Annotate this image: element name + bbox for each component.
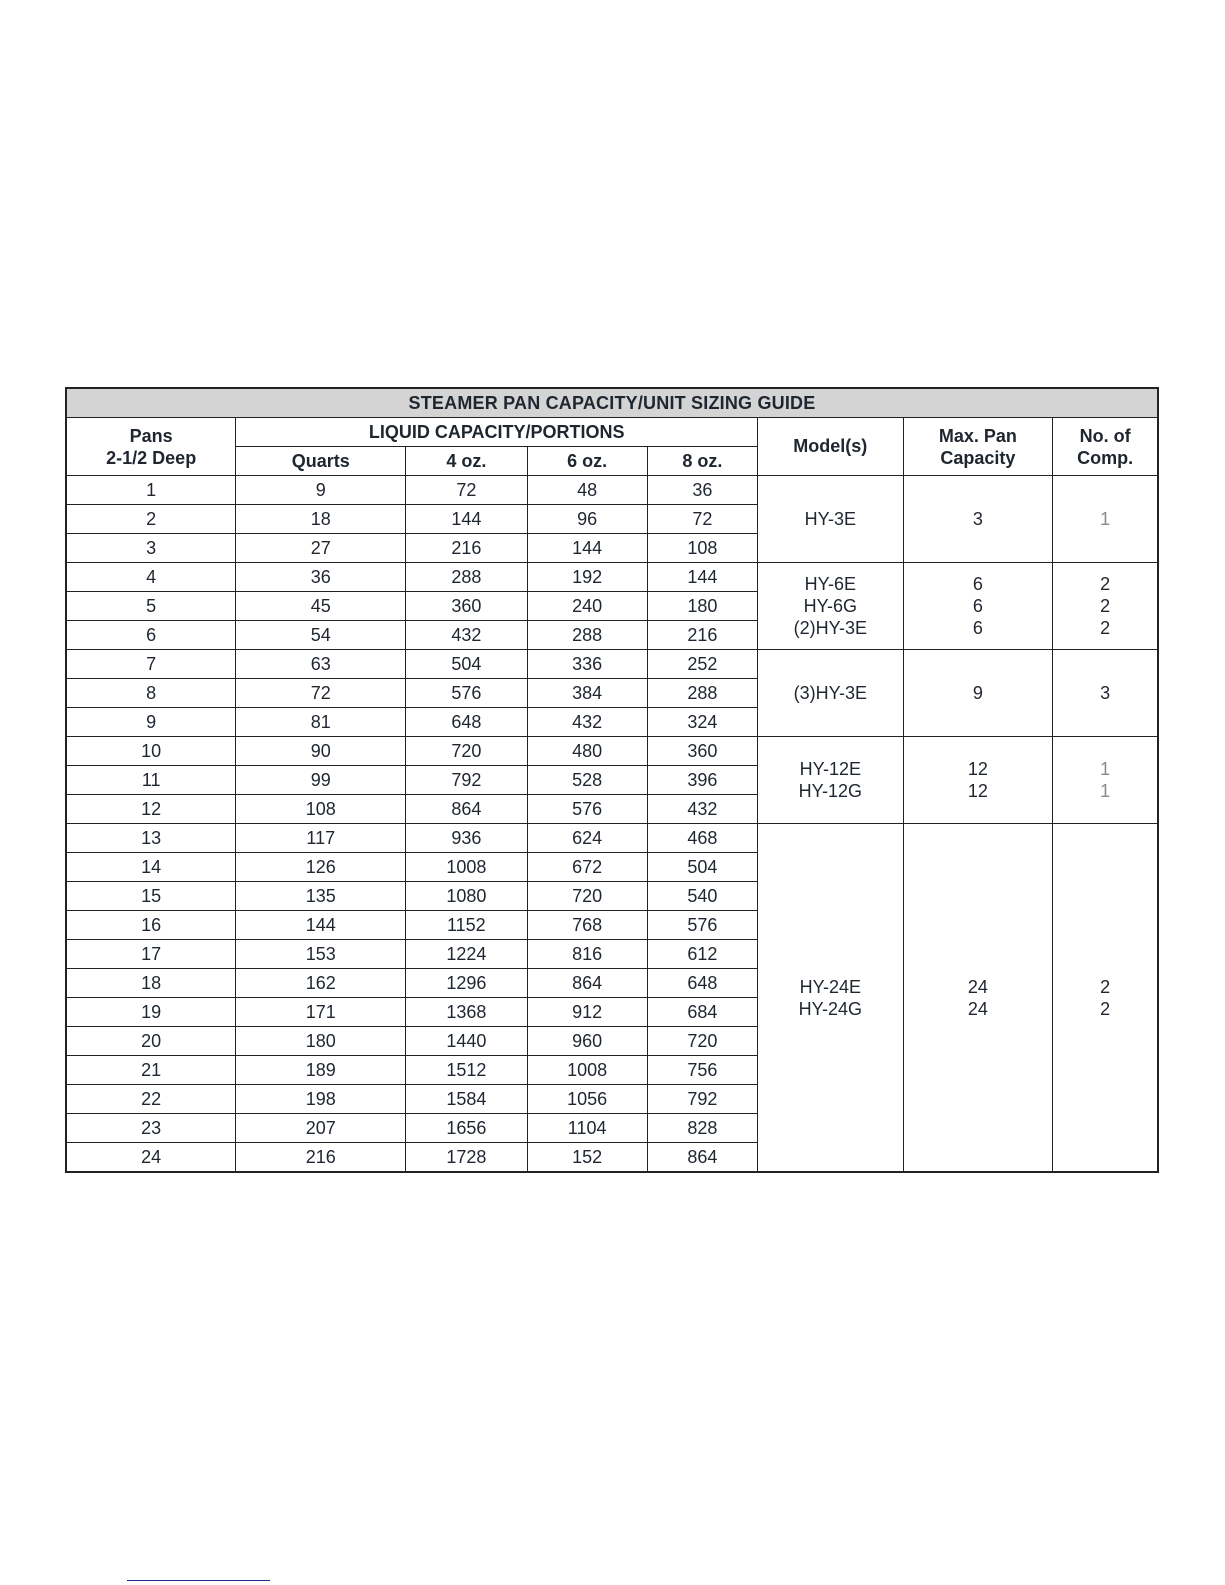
oz4-cell: 1224 (406, 940, 527, 969)
max-pan-cell-line: 6 (972, 618, 983, 638)
pans-cell: 5 (66, 592, 236, 621)
oz4-cell: 1008 (406, 853, 527, 882)
oz8-header: 8 oz. (647, 447, 757, 476)
quarts-cell: 180 (236, 1027, 406, 1056)
table-body (66, 476, 1158, 1173)
oz8-cell: 828 (647, 1114, 757, 1143)
comp-cell-line: 2 (1100, 976, 1111, 997)
models-cell-line: HY-12G (798, 781, 862, 801)
max-pan-cell-line: 9 (972, 683, 983, 703)
models-cell (758, 824, 904, 1173)
comp-cell (1053, 650, 1158, 737)
oz4-cell: 1152 (406, 911, 527, 940)
sizing-guide-table (65, 387, 1159, 1173)
comp-cell-line: 2 (1100, 596, 1111, 616)
oz8-cell: 72 (647, 505, 757, 534)
oz8-cell: 720 (647, 1027, 757, 1056)
oz6-cell: 1056 (527, 1085, 647, 1114)
models-cell-line: HY-6G (803, 596, 857, 616)
oz4-cell: 1512 (406, 1056, 527, 1085)
quarts-cell: 144 (236, 911, 406, 940)
oz6-cell: 480 (527, 737, 647, 766)
quarts-cell: 90 (236, 737, 406, 766)
comp-cell-line: 2 (1100, 998, 1111, 1019)
oz4-cell: 576 (406, 679, 527, 708)
quarts-cell: 207 (236, 1114, 406, 1143)
oz6-cell: 576 (527, 795, 647, 824)
models-cell-line: HY-12E (799, 759, 861, 779)
max-pan-cell (903, 824, 1053, 1173)
pans-cell: 3 (66, 534, 236, 563)
max-pan-header-line1: Max. Pan (938, 425, 1017, 446)
models-cell-line: HY-24E (799, 976, 861, 997)
comp-cell-line: 1 (1100, 509, 1111, 529)
max-pan-cell-line: 6 (972, 596, 983, 616)
models-cell-line: HY-24G (798, 998, 862, 1019)
quarts-cell: 81 (236, 708, 406, 737)
oz6-cell: 144 (527, 534, 647, 563)
models-cell-line: HY-3E (804, 509, 856, 529)
quarts-cell: 18 (236, 505, 406, 534)
table-row (66, 737, 1158, 766)
oz4-cell: 144 (406, 505, 527, 534)
oz4-cell: 1296 (406, 969, 527, 998)
oz6-cell: 768 (527, 911, 647, 940)
oz6-cell: 152 (527, 1143, 647, 1173)
pans-cell: 23 (66, 1114, 236, 1143)
pans-cell: 16 (66, 911, 236, 940)
max-pan-cell-line: 12 (967, 781, 988, 801)
quarts-cell: 45 (236, 592, 406, 621)
quarts-header: Quarts (236, 447, 406, 476)
pans-cell: 1 (66, 476, 236, 505)
oz6-cell: 192 (527, 563, 647, 592)
comp-cell (1053, 476, 1158, 563)
models-cell (758, 737, 904, 824)
quarts-cell: 54 (236, 621, 406, 650)
pans-cell: 6 (66, 621, 236, 650)
oz6-cell: 432 (527, 708, 647, 737)
oz4-cell: 1728 (406, 1143, 527, 1173)
oz6-cell: 336 (527, 650, 647, 679)
oz4-cell: 288 (406, 563, 527, 592)
max-pan-cell-line: 24 (967, 976, 988, 997)
max-pan-header (903, 418, 1053, 476)
oz8-cell: 108 (647, 534, 757, 563)
quarts-cell: 99 (236, 766, 406, 795)
oz4-cell: 720 (406, 737, 527, 766)
oz8-cell: 468 (647, 824, 757, 853)
comp-cell-line: 1 (1100, 759, 1111, 779)
quarts-cell: 153 (236, 940, 406, 969)
quarts-cell: 36 (236, 563, 406, 592)
oz8-cell: 792 (647, 1085, 757, 1114)
oz4-cell: 432 (406, 621, 527, 650)
oz4-cell: 504 (406, 650, 527, 679)
models-cell (758, 476, 904, 563)
quarts-cell: 117 (236, 824, 406, 853)
pans-cell: 13 (66, 824, 236, 853)
oz8-cell: 324 (647, 708, 757, 737)
max-pan-cell (903, 737, 1053, 824)
liquid-capacity-header: LIQUID CAPACITY/PORTIONS (236, 418, 758, 447)
oz4-cell: 936 (406, 824, 527, 853)
pans-header-line1: Pans (129, 425, 173, 446)
pans-cell: 12 (66, 795, 236, 824)
quarts-cell: 171 (236, 998, 406, 1027)
pans-cell: 10 (66, 737, 236, 766)
oz4-cell: 792 (406, 766, 527, 795)
oz4-cell: 1584 (406, 1085, 527, 1114)
pans-cell: 7 (66, 650, 236, 679)
pans-cell: 24 (66, 1143, 236, 1173)
oz6-cell: 240 (527, 592, 647, 621)
comp-header (1053, 418, 1158, 476)
footer-rule (127, 1580, 270, 1581)
oz4-cell: 1656 (406, 1114, 527, 1143)
oz8-cell: 432 (647, 795, 757, 824)
table-row (66, 476, 1158, 505)
quarts-cell: 216 (236, 1143, 406, 1173)
pans-header (66, 418, 236, 476)
max-pan-cell (903, 650, 1053, 737)
oz8-cell: 36 (647, 476, 757, 505)
oz4-cell: 360 (406, 592, 527, 621)
oz8-cell: 576 (647, 911, 757, 940)
pans-cell: 15 (66, 882, 236, 911)
comp-cell-line: 3 (1100, 683, 1111, 703)
oz8-cell: 612 (647, 940, 757, 969)
quarts-cell: 198 (236, 1085, 406, 1114)
oz6-cell: 960 (527, 1027, 647, 1056)
oz4-cell: 648 (406, 708, 527, 737)
oz8-cell: 396 (647, 766, 757, 795)
max-pan-cell-line: 24 (967, 998, 988, 1019)
oz8-cell: 684 (647, 998, 757, 1027)
oz8-cell: 288 (647, 679, 757, 708)
comp-cell (1053, 563, 1158, 650)
oz4-cell: 864 (406, 795, 527, 824)
pans-cell: 20 (66, 1027, 236, 1056)
max-pan-header-line2: Capacity (940, 447, 1016, 468)
pans-cell: 19 (66, 998, 236, 1027)
models-header: Model(s) (758, 418, 904, 476)
comp-cell-line: 1 (1100, 781, 1111, 801)
quarts-cell: 189 (236, 1056, 406, 1085)
max-pan-cell-line: 6 (972, 574, 983, 594)
oz4-cell: 1368 (406, 998, 527, 1027)
quarts-cell: 135 (236, 882, 406, 911)
quarts-cell: 72 (236, 679, 406, 708)
oz6-cell: 528 (527, 766, 647, 795)
table-row (66, 563, 1158, 592)
pans-cell: 22 (66, 1085, 236, 1114)
quarts-cell: 27 (236, 534, 406, 563)
max-pan-cell (903, 563, 1053, 650)
max-pan-cell (903, 476, 1053, 563)
oz4-cell: 1080 (406, 882, 527, 911)
comp-cell-line: 2 (1100, 574, 1111, 594)
models-cell (758, 563, 904, 650)
oz6-cell: 720 (527, 882, 647, 911)
pans-cell: 11 (66, 766, 236, 795)
oz6-cell: 384 (527, 679, 647, 708)
comp-cell (1053, 824, 1158, 1173)
oz6-cell: 672 (527, 853, 647, 882)
oz6-cell: 624 (527, 824, 647, 853)
quarts-cell: 63 (236, 650, 406, 679)
oz8-cell: 648 (647, 969, 757, 998)
table-title: STEAMER PAN CAPACITY/UNIT SIZING GUIDE (66, 388, 1158, 418)
oz8-cell: 144 (647, 563, 757, 592)
comp-header-line2: Comp. (1077, 447, 1134, 468)
max-pan-cell-line: 12 (967, 759, 988, 779)
oz6-cell: 1008 (527, 1056, 647, 1085)
oz8-cell: 756 (647, 1056, 757, 1085)
pans-cell: 18 (66, 969, 236, 998)
pans-cell: 21 (66, 1056, 236, 1085)
comp-cell-line: 2 (1100, 618, 1111, 638)
oz6-cell: 96 (527, 505, 647, 534)
table-row (66, 824, 1158, 853)
quarts-cell: 162 (236, 969, 406, 998)
models-cell-line: (3)HY-3E (793, 683, 867, 703)
oz4-cell: 1440 (406, 1027, 527, 1056)
oz6-header: 6 oz. (527, 447, 647, 476)
pans-cell: 2 (66, 505, 236, 534)
oz8-cell: 180 (647, 592, 757, 621)
oz6-cell: 1104 (527, 1114, 647, 1143)
pans-cell: 8 (66, 679, 236, 708)
comp-cell (1053, 737, 1158, 824)
max-pan-cell-line: 3 (972, 509, 983, 529)
oz4-cell: 72 (406, 476, 527, 505)
models-cell (758, 650, 904, 737)
oz8-cell: 540 (647, 882, 757, 911)
oz8-cell: 504 (647, 853, 757, 882)
oz6-cell: 912 (527, 998, 647, 1027)
oz8-cell: 216 (647, 621, 757, 650)
pans-cell: 14 (66, 853, 236, 882)
oz8-cell: 360 (647, 737, 757, 766)
comp-header-line1: No. of (1079, 425, 1131, 446)
oz6-cell: 288 (527, 621, 647, 650)
oz8-cell: 864 (647, 1143, 757, 1173)
oz6-cell: 864 (527, 969, 647, 998)
table-row (66, 650, 1158, 679)
quarts-cell: 108 (236, 795, 406, 824)
oz8-cell: 252 (647, 650, 757, 679)
quarts-cell: 9 (236, 476, 406, 505)
oz6-cell: 816 (527, 940, 647, 969)
pans-cell: 9 (66, 708, 236, 737)
models-cell-line: HY-6E (804, 574, 856, 594)
oz4-header: 4 oz. (406, 447, 527, 476)
oz4-cell: 216 (406, 534, 527, 563)
models-cell-line: (2)HY-3E (793, 618, 867, 638)
pans-header-line2: 2-1/2 Deep (106, 447, 197, 468)
oz6-cell: 48 (527, 476, 647, 505)
pans-cell: 4 (66, 563, 236, 592)
quarts-cell: 126 (236, 853, 406, 882)
pans-cell: 17 (66, 940, 236, 969)
